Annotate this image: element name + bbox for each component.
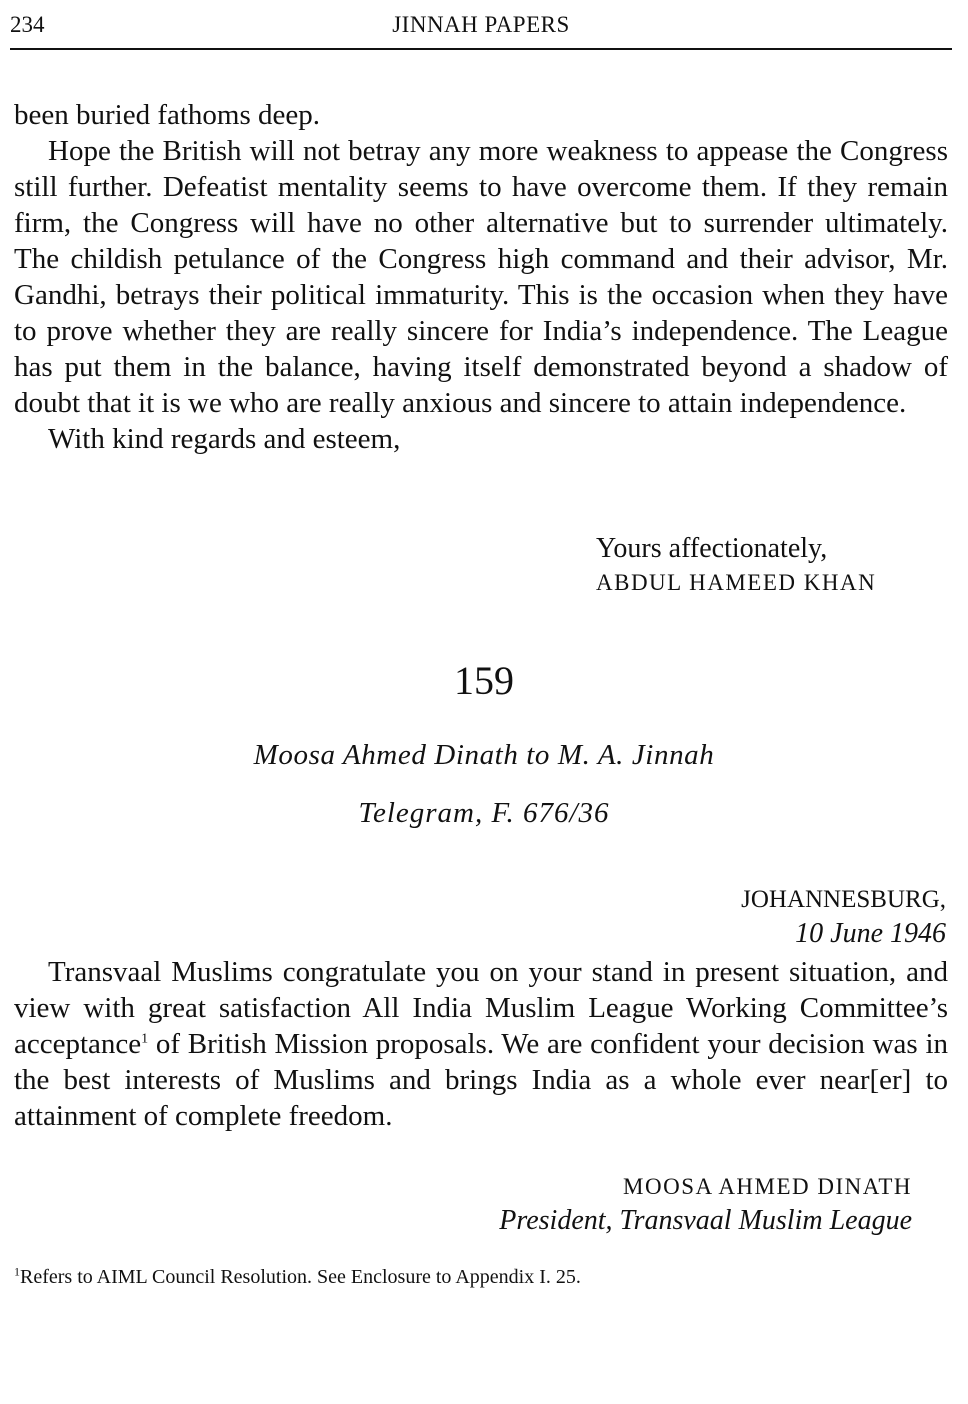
telegram-signatory-title: President, Transvaal Muslim League bbox=[499, 1205, 912, 1236]
paragraph-continuation: been buried fathoms deep. bbox=[14, 99, 321, 131]
footnote-text: Refers to AIML Council Resolution. See Enclosure to Appendix I. 25. bbox=[20, 1266, 581, 1288]
paragraph-regards: With kind regards and esteem, bbox=[48, 423, 401, 455]
document-source: Telegram, F. 676/36 bbox=[358, 797, 610, 829]
telegram-text-part2: of British Mission proposals. We are confident your decision was in the best interests of Muslims and brings India as a whole ever near[er] to attainment of complete freedom. bbox=[14, 1028, 948, 1132]
paragraph-main: Hope the British will not betray any more weakness to appease the Congress still further. Defeatist mentality seems to have overcome them. If they remain firm, the Congress will have no other alternative but to surrender ultimately. The childish petulance of the Congress high command and their advisor, Mr. Gandhi, betrays their political immaturity. This is the occasion when they have to prove whether they are really sincere for India’s independence. The League has put them in the balance, having itself demonstrated beyond a shadow of doubt that it is we who are really anxious and sincere to attain independence. bbox=[14, 135, 948, 419]
footnote bbox=[14, 1266, 581, 1289]
signatory-name: ABDUL HAMEED KHAN bbox=[596, 570, 877, 595]
telegram-text-part1: Transvaal Muslims congratulate you on your stand in present situation, and view with great satisfaction All India Muslim League Working Committee’s acceptance bbox=[14, 956, 948, 1060]
footnote-reference: 1 bbox=[141, 1031, 149, 1047]
telegram-signatory: MOOSA AHMED DINATH bbox=[623, 1174, 912, 1199]
dateline-place: JOHANNESBURG, bbox=[741, 886, 946, 913]
letter-signoff bbox=[596, 532, 876, 600]
document-number: 159 bbox=[454, 658, 514, 703]
dateline bbox=[741, 883, 946, 951]
letter-continuation bbox=[14, 97, 948, 457]
telegram-signoff bbox=[499, 1170, 912, 1238]
footnote-marker: 1 bbox=[14, 1264, 20, 1279]
header-rule bbox=[10, 48, 952, 50]
closing-phrase: Yours affectionately, bbox=[596, 533, 828, 564]
telegram-body bbox=[14, 954, 948, 1134]
page-number: 234 bbox=[10, 12, 45, 37]
document-title: Moosa Ahmed Dinath to M. A. Jinnah bbox=[253, 739, 715, 771]
page-header bbox=[10, 10, 952, 42]
running-title: JINNAH PAPERS bbox=[392, 12, 570, 37]
dateline-date: 10 June 1946 bbox=[795, 918, 946, 949]
